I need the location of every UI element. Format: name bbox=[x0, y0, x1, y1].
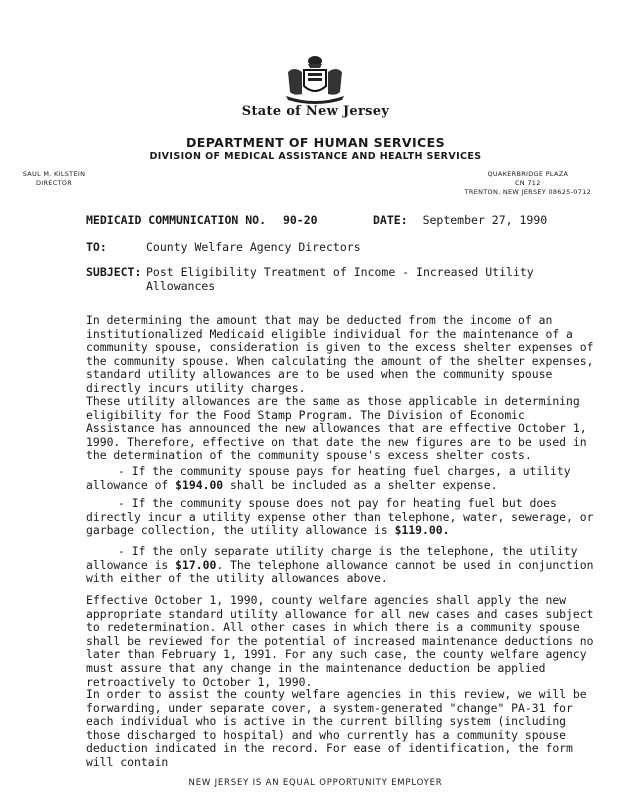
communication-number-row bbox=[86, 213, 318, 227]
paragraph-6 bbox=[86, 594, 594, 689]
communication-number: 90-20 bbox=[282, 213, 318, 227]
paragraph-2-text: These utility allowances are the same as those applicable in determining eligibility for the Food Stamp Program. The Division of Economic Assistance has announced the new allowances that are effective October 1, 1990. Therefore, effective on that date the new figures are to be used in the determination of the community spouse's excess shelter costs. bbox=[86, 394, 587, 463]
paragraph-7-text: In order to assist the county welfare agencies in this review, we will be forwarding, under separate cover, a system-generated "change" PA-31 for each individual who is active in the current billing system (including those discharged to hospital) and who currently has a community spouse deduction indicated in the record. For ease of identification, the form will contain bbox=[86, 687, 587, 769]
address-line-1: QUAKERBRIDGE PLAZA bbox=[487, 170, 569, 178]
paragraph-1-text: In determining the amount that may be deducted from the income of an institutionalized Medicaid eligible individual for the maintenance of a community spouse, consideration is given to the excess shelter expenses of the community spouse. When calculating the amount of the shelter expenses, standard utility allowances are to be used when the community spouse directly incurs utility charges. bbox=[86, 313, 594, 395]
telephone-text-a: - If the only separate utility charge is the telephone, the utility allowance is bbox=[86, 544, 578, 572]
subject-value: Post Eligibility Treatment of Income - Increased Utility Allowances bbox=[146, 265, 534, 293]
to-value: County Welfare Agency Directors bbox=[146, 240, 361, 254]
to-label: TO: bbox=[86, 240, 107, 254]
state-title: State of New Jersey bbox=[241, 104, 390, 119]
paragraph-7 bbox=[86, 688, 594, 770]
heating-amount: $194.00 bbox=[175, 477, 224, 492]
paragraph-utility-allowance bbox=[86, 497, 594, 538]
paragraph-1 bbox=[86, 314, 594, 396]
state-seal-icon bbox=[284, 54, 346, 104]
director-title: DIRECTOR bbox=[35, 179, 73, 187]
address-block bbox=[465, 170, 591, 197]
to-row bbox=[86, 240, 361, 254]
paragraph-2 bbox=[86, 395, 594, 463]
heating-text-a: - If the community spouse pays for heating fuel charges, a utility allowance of bbox=[86, 464, 571, 492]
telephone-amount: $17.00 bbox=[175, 557, 217, 572]
date-row bbox=[373, 213, 547, 227]
utility-text-a: - If the community spouse does not pay for heating fuel but does directly incur a utility expense other than telephone, water, sewerage, or garbage collection, the utility allowance is bbox=[86, 496, 594, 538]
footer-eoe: NEW JERSEY IS AN EQUAL OPPORTUNITY EMPLOYER bbox=[188, 778, 443, 788]
director-name: SAUL M. KILSTEIN bbox=[22, 170, 86, 178]
paragraph-6-text: Effective October 1, 1990, county welfare agencies shall apply the new appropriate standard utility allowance for all new cases and cases subject to redetermination. All other cases in which there is a community spouse shall be reviewed for the potential of increased maintenance deductions no later than February 1, 1991. For any such case, the county welfare agency must assure that any change in the maintenance deduction be applied retroactively to October 1, 1990. bbox=[86, 593, 594, 689]
heating-text-b: shall be included as a shelter expense. bbox=[230, 477, 498, 492]
date-value: September 27, 1990 bbox=[422, 213, 548, 227]
division-name: DIVISION OF MEDICAL ASSISTANCE AND HEALTH SERVICES bbox=[149, 151, 482, 162]
subject-label: SUBJECT: bbox=[86, 265, 142, 279]
subject-row bbox=[86, 265, 534, 293]
paragraph-heating-allowance bbox=[86, 465, 594, 492]
paragraph-telephone-allowance bbox=[86, 545, 594, 586]
telephone-text-b: . The telephone allowance cannot be used in conjunction with either of the utility allowances above. bbox=[86, 557, 594, 586]
date-label: DATE: bbox=[373, 213, 408, 227]
communication-label: MEDICAID COMMUNICATION NO. bbox=[86, 213, 267, 227]
utility-amount: $119.00 bbox=[394, 523, 443, 538]
director-block bbox=[18, 170, 90, 188]
utility-text-b: . bbox=[442, 523, 450, 538]
address-line-3: TRENTON, NEW JERSEY 08625-0712 bbox=[464, 188, 591, 196]
department-name: DEPARTMENT OF HUMAN SERVICES bbox=[186, 135, 445, 150]
address-line-2: CN 712 bbox=[514, 179, 541, 187]
